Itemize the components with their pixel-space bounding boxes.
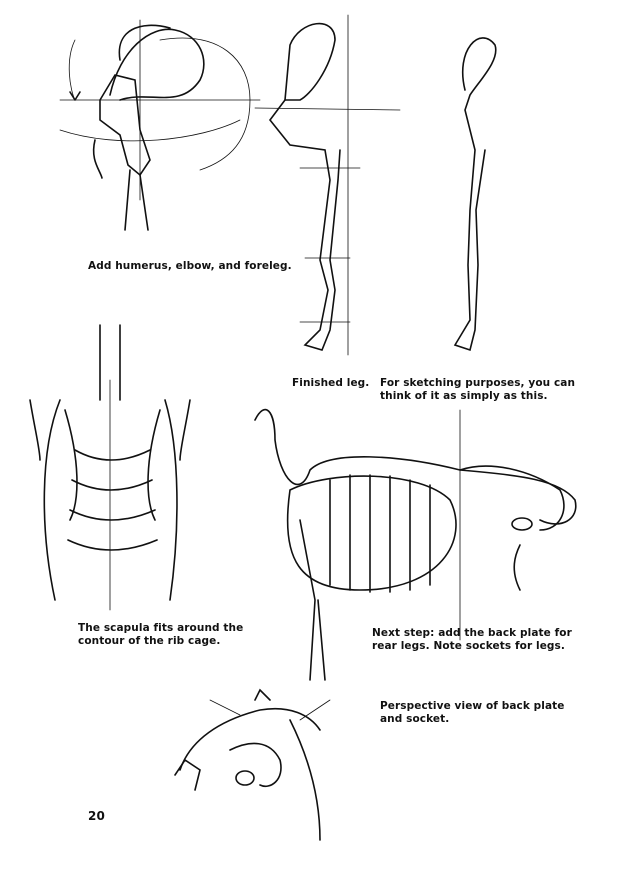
back-plate-perspective-sketch bbox=[175, 690, 330, 840]
page-number: 20 bbox=[88, 809, 105, 823]
caption-finished-leg: Finished leg. bbox=[292, 377, 370, 389]
humerus-elbow-sketch bbox=[60, 20, 260, 230]
simple-leg-sketch bbox=[455, 38, 496, 350]
caption-next-step: Next step: add the back plate for rear legs. Note sockets for legs. bbox=[372, 627, 572, 652]
caption-foreleg: Add humerus, elbow, and foreleg. bbox=[88, 260, 292, 272]
caption-sketching: For sketching purposes, you can think of it as simply as this. bbox=[380, 377, 576, 402]
caption-perspective: Perspective view of back plate and socket. bbox=[380, 700, 565, 725]
finished-leg-sketch bbox=[255, 15, 400, 355]
ribcage-front-sketch bbox=[30, 325, 190, 610]
caption-scapula: The scapula fits around the contour of the rib cage. bbox=[78, 622, 244, 647]
